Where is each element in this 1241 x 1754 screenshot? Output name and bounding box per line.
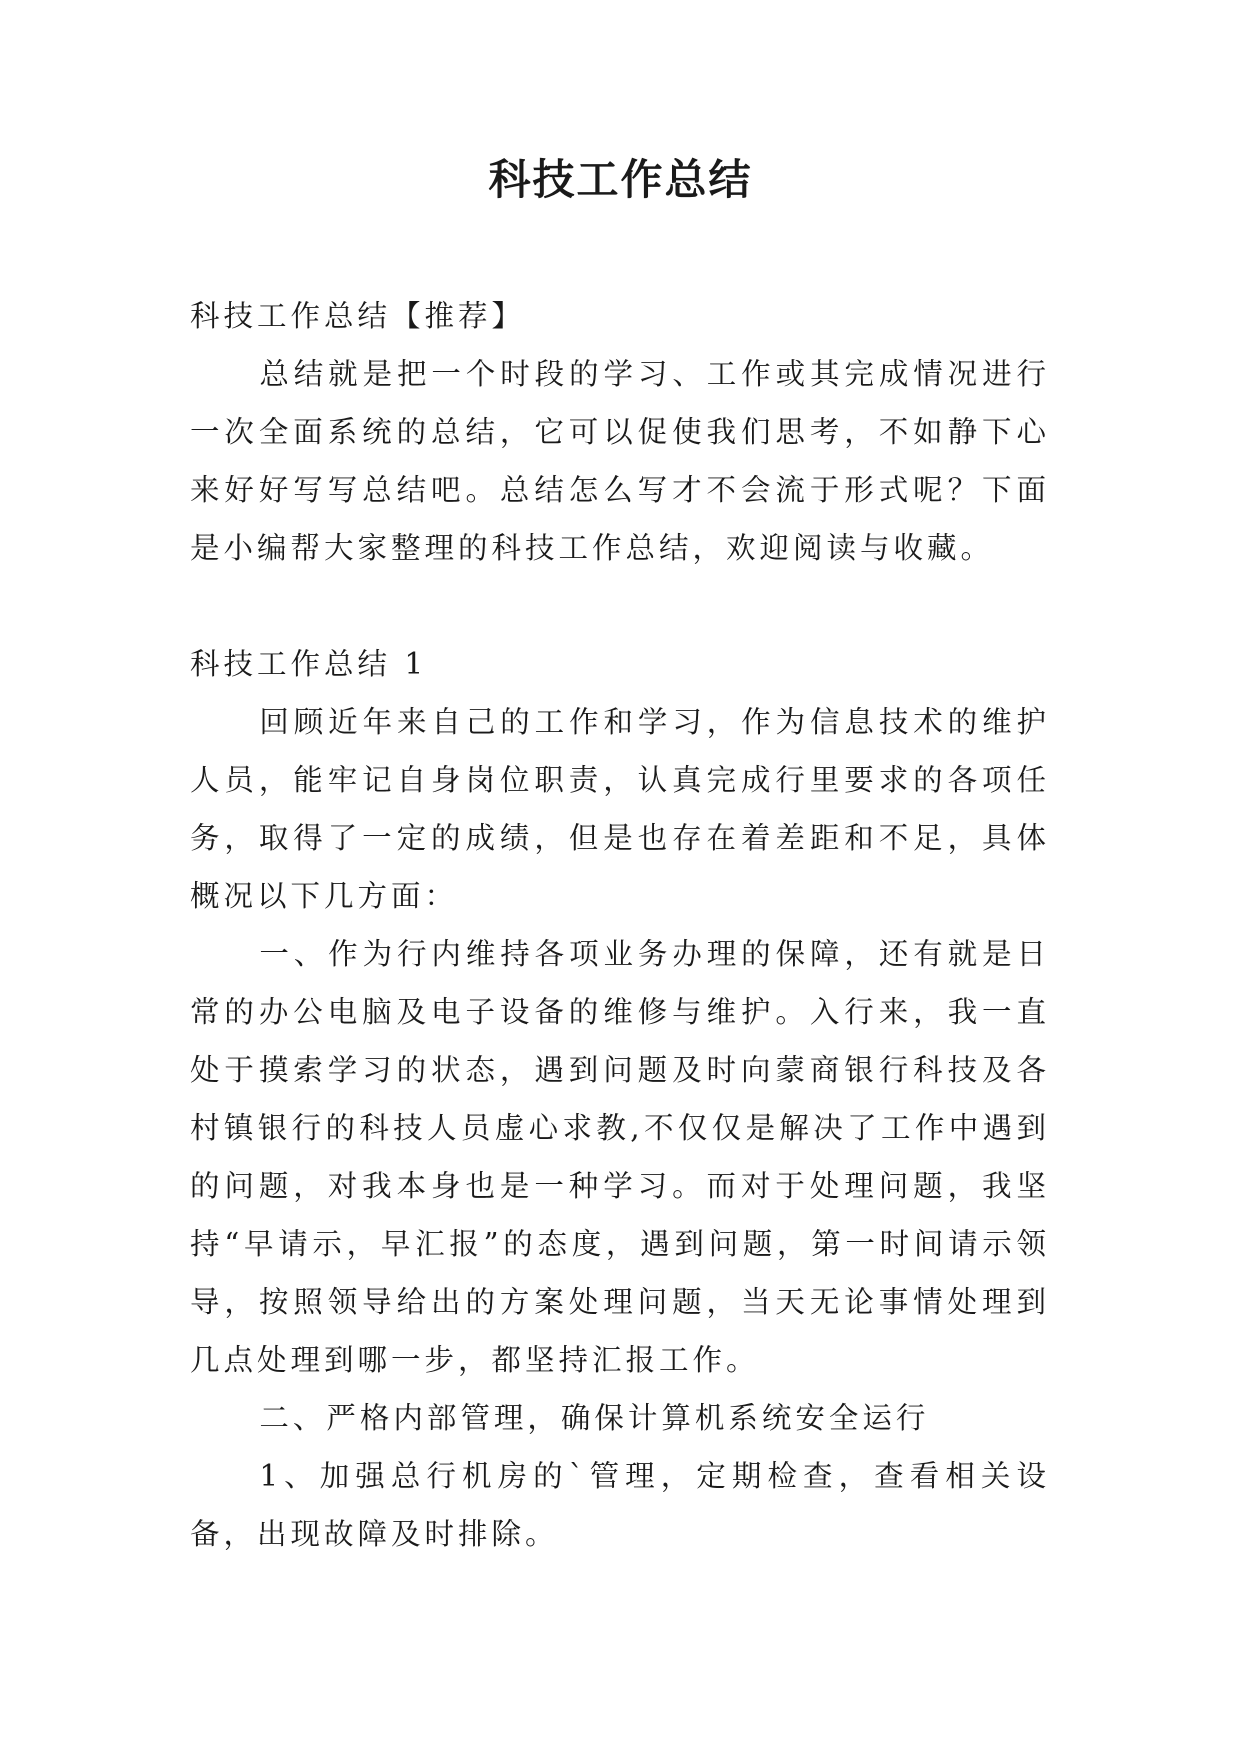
section-spacer (190, 577, 1050, 635)
body-paragraph: 回顾近年来自己的工作和学习，作为信息技术的维护人员，能牢记自身岗位职责，认真完成行里要求的各项任务，取得了一定的成绩，但是也存在着差距和不足，具体概况以下几方面： (190, 705, 1050, 913)
intro-paragraph: 总结就是把一个时段的学习、工作或其完成情况进行一次全面系统的总结，它可以促使我们思考，不如静下心来好好写写总结吧。总结怎么写才不会流于形式呢？下面是小编帮大家整理的科技工作总结，欢迎阅读与收藏。 (190, 357, 1050, 565)
body-paragraph: 1、加强总行机房的`管理，定期检查，查看相关设备，出现故障及时排除。 (190, 1459, 1050, 1551)
document-title: 科技工作总结 (488, 155, 753, 204)
body-paragraph: 一、作为行内维持各项业务办理的保障，还有就是日常的办公电脑及电子设备的维修与维护。入行来，我一直处于摸索学习的状态，遇到问题及时向蒙商银行科技及各村镇银行的科技人员虚心求教,不仅仅是解决了工作中遇到的问题，对我本身也是一种学习。而对于处理问题，我坚持“早请示，早汇报”的态度，遇到问题，第一时间请示领导，按照领导给出的方案处理问题，当天无论事情处理到几点处理到哪一步，都坚持汇报工作。 (190, 937, 1050, 1377)
document-subtitle: 科技工作总结【推荐】 (190, 299, 526, 333)
section-heading: 科技工作总结 1 (190, 647, 428, 681)
body-paragraph: 二、严格内部管理，确保计算机系统安全运行 (259, 1401, 930, 1435)
document-body (190, 287, 1050, 1563)
